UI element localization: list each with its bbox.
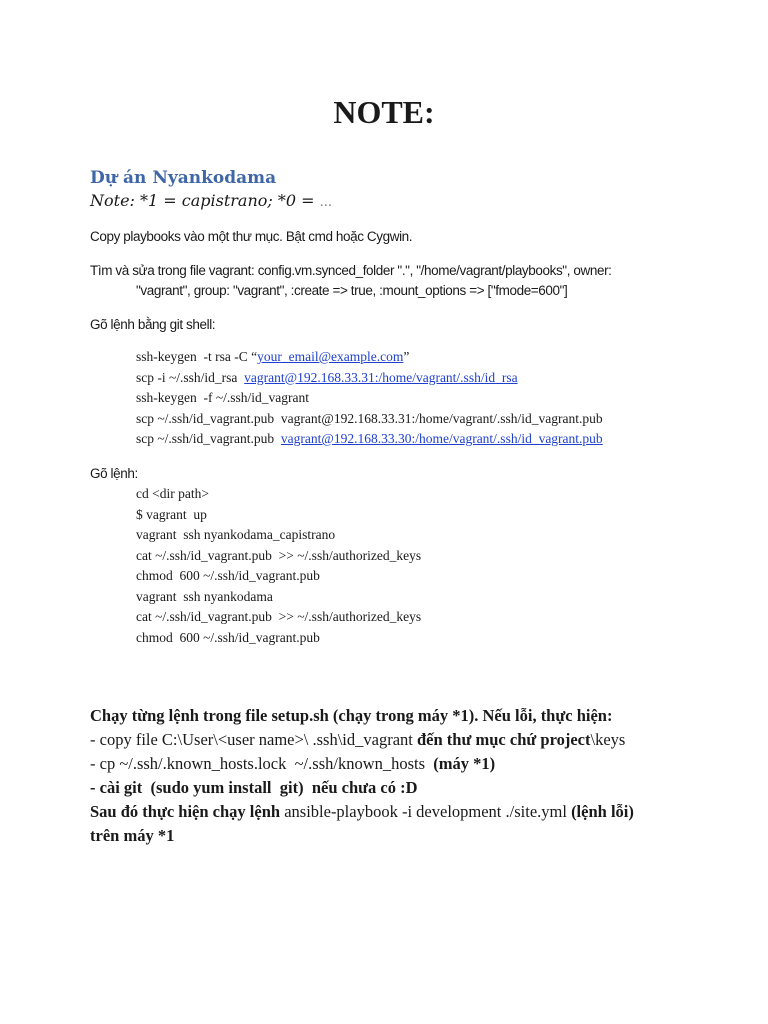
setup-line-4: - cài git (sudo yum install git) nếu chưa có :D — [90, 778, 418, 797]
setup-instructions — [90, 704, 730, 848]
vagrant-command-line: vagrant ssh nyankodama_capistrano — [136, 527, 336, 542]
cmd-text: scp ~/.ssh/id_vagrant.pub vagrant@192.168.33.31:/home/vagrant/.ssh/id_vagrant.pub — [136, 410, 603, 426]
cmd-text: scp ~/.ssh/id_vagrant.pub — [136, 431, 281, 446]
setup-line-1: Chạy từng lệnh trong file setup.sh (chạy trong máy *1). Nếu lỗi, thực hiện: — [90, 706, 613, 725]
vagrant-command-line: vagrant ssh nyankodama — [136, 588, 273, 604]
setup-line-5 — [90, 800, 730, 824]
setup-line-3 — [90, 752, 730, 776]
scp-id-vagrant-link[interactable]: vagrant@192.168.33.30:/home/vagrant/.ssh/id_vagrant.pub — [280, 431, 603, 446]
ssh-command-line — [136, 388, 603, 409]
para-go-lenh: Gõ lệnh: — [90, 466, 138, 481]
ssh-command-line — [136, 347, 603, 368]
vagrant-command-list — [136, 484, 421, 648]
setup-text-bold: Sau đó thực hiện chạy lệnh — [90, 802, 285, 821]
setup-text: - copy file C:\User\<user name>\ .ssh\id_vagrant — [90, 730, 417, 749]
cmd-text: ssh-keygen -f ~/.ssh/id_vagrant — [136, 390, 310, 405]
vagrant-command-line: cat ~/.ssh/id_vagrant.pub >> ~/.ssh/authorized_keys — [136, 609, 422, 624]
cmd-text: ssh-keygen -t rsa -C “ — [136, 349, 258, 364]
scp-id-rsa-link[interactable]: vagrant@192.168.33.31:/home/vagrant/.ssh/id_rsa — [244, 369, 518, 385]
note-ellipsis: ... — [319, 195, 333, 210]
setup-text-bold: đến thư mục chứ project — [417, 730, 591, 749]
vagrant-command-line: cd <dir path> — [136, 486, 209, 501]
setup-text: - cp ~/.ssh/.known_hosts.lock ~/.ssh/known_hosts — [90, 754, 434, 773]
setup-text: \keys — [590, 730, 626, 749]
page-title: NOTE: — [333, 94, 435, 130]
vagrant-command-line: chmod 600 ~/.ssh/id_vagrant.pub — [136, 568, 320, 583]
ssh-command-line — [136, 409, 603, 430]
setup-line-2 — [90, 728, 730, 752]
ssh-command-list — [136, 347, 603, 450]
setup-text: ansible-playbook -i development ./site.yml — [284, 802, 572, 821]
para-copy-playbooks: Copy playbooks vào một thư mục. Bật cmd hoặc Cygwin. — [90, 229, 413, 244]
ssh-command-line — [136, 429, 603, 450]
setup-text-bold: (máy *1) — [433, 754, 496, 773]
note-text: Note: *1 = capistrano; *0 = — [90, 191, 320, 210]
vagrant-command-line: $ vagrant up — [136, 506, 207, 522]
note-line — [90, 190, 332, 214]
cmd-text: scp -i ~/.ssh/id_rsa — [136, 369, 245, 385]
vagrant-command-line: chmod 600 ~/.ssh/id_vagrant.pub — [136, 629, 320, 645]
para-git-shell: Gõ lệnh bằng git shell: — [90, 317, 216, 332]
ssh-command-line — [136, 368, 603, 389]
setup-line-6: trên máy *1 — [90, 826, 175, 845]
para-find-line1: Tìm và sửa trong file vagrant: config.vm.synced_folder ".", "/home/vagrant/playbooks", owner: — [90, 263, 612, 278]
email-link[interactable]: your_email@example.com — [257, 349, 404, 364]
setup-text-bold: (lệnh lỗi) — [571, 802, 634, 821]
para-find-line2: "vagrant", group: "vagrant", :create => true, :mount_options => ["fmode=600"] — [136, 283, 568, 298]
cmd-text: ” — [403, 349, 410, 364]
project-heading: Dự án Nyankodama — [90, 168, 277, 188]
vagrant-command-line: cat ~/.ssh/id_vagrant.pub >> ~/.ssh/authorized_keys — [136, 547, 422, 563]
